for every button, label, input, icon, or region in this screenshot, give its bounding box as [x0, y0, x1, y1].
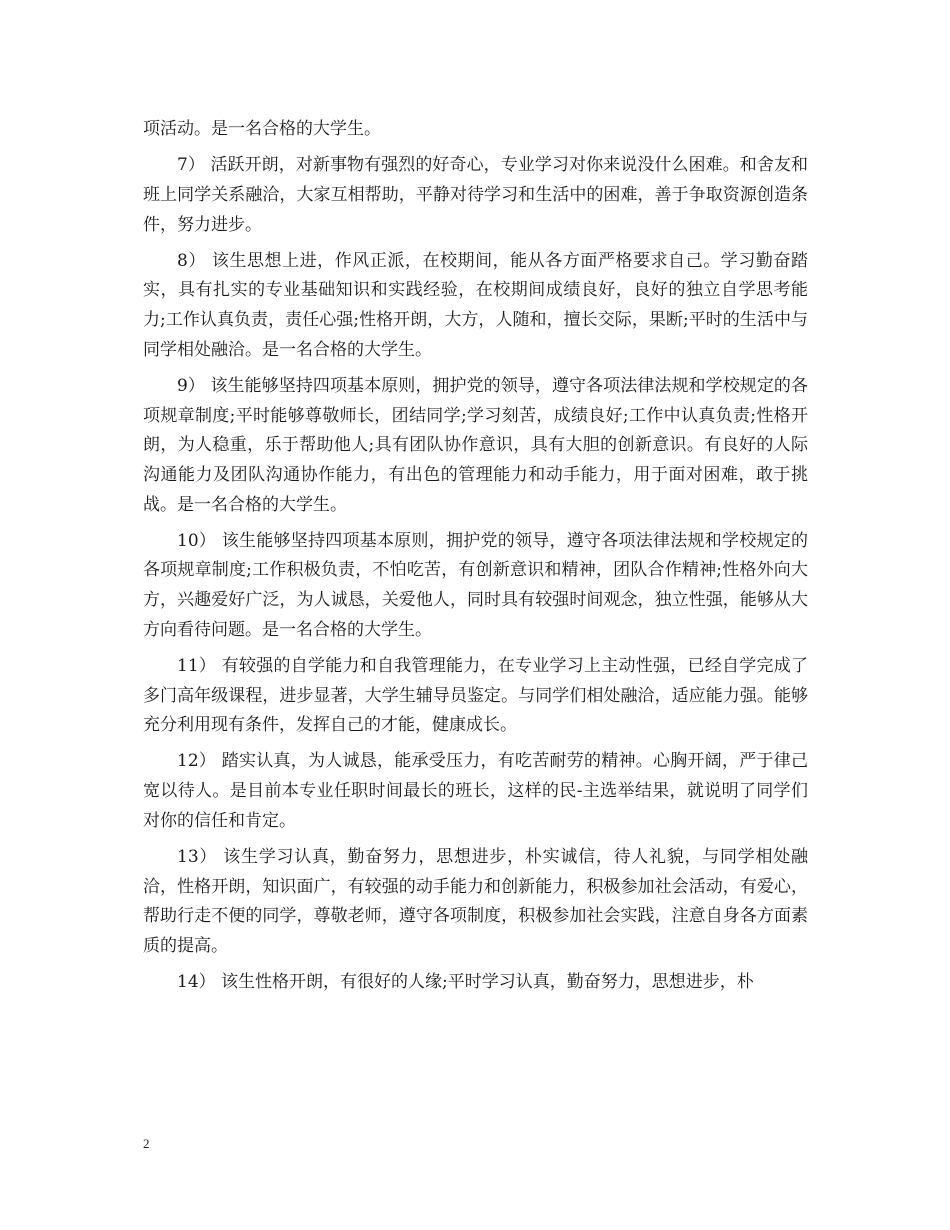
document-body	[143, 115, 808, 1004]
paragraph-item-8: 8） 该生思想上进，作风正派，在校期间，能从各方面严格要求自己。学习勤奋踏实，具有扎实的专业基础知识和实践经验，在校期间成绩良好，良好的独立自学思考能力;工作认真负责，责任心强;性格开朗，大方，人随和，擅长交际，果断;平时的生活中与同学相处融洽。是一名合格的大学生。	[143, 250, 808, 360]
paragraph-item-14: 14） 该生性格开朗，有很好的人缘;平时学习认真，勤奋努力，思想进步，朴	[177, 972, 754, 993]
paragraph-item-11: 11） 有较强的自学能力和自我管理能力，在专业学习上主动性强，已经自学完成了多门高年级课程，进步显著，大学生辅导员鉴定。与同学们相处融洽，适应能力强。能够充分利用现有条件，发挥自己的才能，健康成长。	[143, 655, 808, 736]
paragraph-item-9: 9） 该生能够坚持四项基本原则，拥护党的领导，遵守各项法律法规和学校规定的各项规章制度;平时能够尊敬师长，团结同学;学习刻苦，成绩良好;工作中认真负责;性格开朗，为人稳重，乐于帮助他人;具有团队协作意识，具有大胆的创新意识。有良好的人际沟通能力及团队沟通协作能力，有出色的管理能力和动手能力，用于面对困难，敢于挑战。是一名合格的大学生。	[143, 375, 808, 515]
paragraph-item-10: 10） 该生能够坚持四项基本原则，拥护党的领导，遵守各项法律法规和学校规定的各项规章制度;工作积极负责，不怕吃苦，有创新意识和精神，团队合作精神;性格外向大方，兴趣爱好广泛，为人诚恳，关爱他人，同时具有较强时间观念，独立性强，能够从大方向看待问题。是一名合格的大学生。	[143, 530, 808, 640]
paragraph-item-13: 13） 该生学习认真，勤奋努力，思想进步，朴实诚信，待人礼貌，与同学相处融洽，性格开朗，知识面广，有较强的动手能力和创新能力，积极参加社会活动，有爱心，帮助行走不便的同学，尊敬老师，遵守各项制度，积极参加社会实践，注意自身各方面素质的提高。	[143, 846, 808, 957]
paragraph-continuation: 项活动。是一名合格的大学生。	[143, 119, 381, 139]
paragraph-item-12: 12） 踏实认真，为人诚恳，能承受压力，有吃苦耐劳的精神。心胸开阔，严于律己宽以待人。是目前本专业任职时间最长的班长，这样的民-主选举结果，就说明了同学们对你的信任和肯定。	[143, 751, 808, 831]
paragraph-item-7: 7） 活跃开朗，对新事物有强烈的好奇心，专业学习对你来说没什么困难。和舍友和班上同学关系融洽，大家互相帮助，平静对待学习和生活中的困难，善于争取资源创造条件，努力进步。	[143, 155, 808, 235]
page-number: 2	[143, 1136, 150, 1151]
